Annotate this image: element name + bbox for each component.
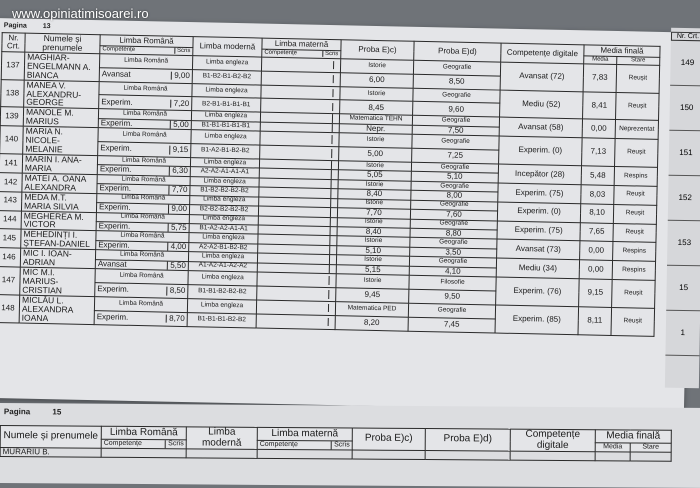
lm-levels: B1-B1-B2-B2-B2: [188, 285, 257, 300]
header-mat-scris: Scris: [322, 51, 338, 58]
pc-subject: Istorie: [337, 217, 410, 228]
lm-subject: Limba engleza: [190, 195, 259, 206]
pc-grade: 5,10: [337, 245, 410, 256]
pd-grade: 7,25: [412, 148, 499, 164]
mat-cell: [256, 314, 335, 330]
side-row-number: 150: [669, 86, 700, 132]
digital-competence: Experim. (75): [498, 183, 581, 204]
student-name: MEDA M.T. MARIA SILVIA: [21, 192, 96, 212]
p2-header-cd: Competențe digitale: [510, 429, 595, 452]
pd-subject: Geografie: [412, 116, 499, 127]
pd-grade: 9,60: [413, 102, 500, 118]
lr-written: 5,00: [170, 120, 189, 129]
lr-competence: Avansat: [97, 258, 127, 269]
pc-grade: 8,40: [338, 189, 411, 200]
pd-subject: Geografie: [411, 200, 498, 211]
lr-written: 7,70: [169, 186, 188, 195]
student-name: MANOLE M. MARIUS: [23, 107, 98, 127]
pc-grade: 7,70: [337, 208, 410, 219]
lr-written: 4,00: [168, 242, 187, 251]
pc-subject: Istorie: [340, 59, 413, 74]
pd-grade: 8,50: [413, 74, 500, 90]
lm-levels: B1-B2-B1-B2-B2: [192, 69, 261, 84]
row-number: 148: [0, 294, 20, 322]
lr-competence: Experim.: [99, 183, 132, 194]
lr-written: 9,00: [171, 72, 190, 81]
pc-grade: 5,15: [336, 264, 409, 275]
lm-levels: B1-B2-B2-B2-B2: [190, 186, 259, 197]
lr-subject: Limba Română: [97, 193, 190, 204]
side-row-number: 153: [667, 221, 700, 267]
pd-grade: 7,45: [408, 317, 495, 333]
row-number: 147: [0, 267, 20, 295]
final-average: 0,00: [582, 119, 615, 139]
p2-header-pc: Proba E)c): [352, 428, 425, 451]
lm-subject: Limba engleza: [189, 233, 258, 244]
lr-competence: Experim.: [96, 312, 129, 322]
pc-grade: 5,05: [338, 170, 411, 181]
pd-grade: 7,60: [410, 209, 497, 220]
lm-subject: Limba engleza: [190, 176, 259, 187]
status: Respins: [613, 242, 656, 262]
page2-number: 15: [52, 407, 62, 417]
lr-subject: Limba Română: [97, 156, 190, 167]
lm-subject: Limba engleza: [192, 55, 261, 70]
pc-subject: Istorie: [336, 255, 409, 266]
p2-header-mf: Media finală: [595, 430, 671, 443]
pd-grade: 8,00: [411, 190, 498, 201]
lm-levels: B1-B1-B1-B1-B1: [191, 120, 260, 131]
p2-header-pd: Proba E)d): [425, 429, 510, 452]
results-sheet-page-15: [0, 403, 700, 488]
final-average: 5,48: [581, 166, 614, 186]
digital-competence: Experim. (76): [496, 277, 580, 306]
row-number: 137: [1, 51, 25, 79]
final-average: 7,83: [583, 64, 617, 92]
side-row-numbers: [665, 41, 700, 357]
pc-subject: Istorie: [338, 180, 411, 191]
pd-grade: 7,50: [412, 125, 499, 136]
lr-competence: Avansat: [101, 69, 131, 79]
lr-competence: Experim.: [98, 202, 131, 212]
row-number: 144: [0, 210, 21, 229]
results-table: [0, 32, 661, 336]
header-mf: Media finală: [584, 45, 660, 57]
status: Reușit: [616, 92, 660, 121]
lr-grades: [94, 310, 187, 326]
digital-competence: Experim. (0): [499, 136, 583, 165]
digital-competence: Avansat (72): [500, 62, 584, 91]
pd-subject: Geografie: [410, 219, 497, 230]
lr-written: 9,00: [168, 205, 187, 214]
header-lr-comp: Competențe: [102, 46, 136, 53]
lm-levels: B2-B2-B2-B2-B2: [189, 205, 258, 216]
student-name: MANEA V. ALEXANDRU-GEORGE: [24, 80, 100, 109]
p2-header-lr-comp: Competențe: [103, 439, 142, 448]
lm-levels: A2-A2-A1-A1-A1: [190, 167, 259, 178]
lr-subject: Limba Română: [95, 269, 188, 285]
side-nr-header: Nr. Crt.: [671, 32, 700, 42]
final-average: 8,41: [583, 91, 617, 119]
lr-competence: Experim.: [99, 164, 132, 175]
p2-header-mat-scris: Scris: [331, 442, 350, 449]
row-number: 139: [0, 107, 23, 126]
lr-subject: Limba Română: [98, 109, 191, 120]
pd-subject: Geografie: [413, 88, 500, 104]
lm-levels: B1-B1-B1-B2-B2: [187, 312, 256, 327]
row-number: 143: [0, 191, 22, 210]
student-name: MEHEDINȚI I. ȘTEFAN-DANIEL: [21, 229, 96, 249]
lm-subject: Limba engleza: [190, 158, 259, 169]
student-name: MIC I. IOAN-ADRIAN: [20, 248, 95, 268]
pc-subject: Istorie: [336, 274, 409, 289]
p2-header-lm: Limba modernă: [186, 427, 257, 449]
p2-header-stare: Stare: [630, 443, 671, 453]
pd-subject: Geografie: [411, 162, 498, 173]
digital-competence: Experim. (75): [497, 221, 580, 242]
lr-written: 7,20: [171, 99, 190, 108]
pc-grade: Nepr.: [339, 124, 412, 135]
lm-levels: B1-A2-A2-A1-A1: [189, 224, 258, 235]
lr-competence: Experim.: [97, 284, 129, 295]
page-label: [4, 22, 51, 30]
pc-subject: Istorie: [340, 86, 413, 101]
header-mat: Limba maternă: [262, 38, 341, 50]
status: Respins: [614, 166, 657, 186]
lm-subject: Limba engleza: [187, 298, 256, 313]
p2-header-name: Numele și prenumele: [0, 426, 101, 449]
row-number: 140: [0, 126, 23, 154]
final-average: 7,65: [580, 222, 613, 242]
lr-subject: Limba Română: [99, 81, 192, 97]
pc-grade: 8,20: [335, 315, 408, 330]
student-name: MIC M.I. MARIUS-CRISTIAN: [20, 267, 96, 296]
lr-subject: Limba Română: [94, 296, 187, 312]
header-mat-comp: Competențe: [264, 49, 298, 57]
lm-subject: Limba engleza: [191, 111, 260, 122]
results-body: [0, 51, 660, 335]
final-average: 8,11: [578, 307, 612, 335]
pd-subject: Filosofie: [409, 275, 496, 291]
student-name: MEGHEREA M. VICTOR: [21, 211, 96, 231]
lr-written: 6,30: [169, 167, 188, 176]
pc-grade: 5,00: [339, 147, 412, 162]
row-number: 141: [0, 154, 23, 173]
digital-competence: Experim. (0): [497, 202, 580, 223]
header-media: Media: [584, 55, 617, 64]
status: Respins: [612, 261, 655, 281]
pc-grade: 6,00: [340, 72, 413, 87]
student-name: MARIN I. ANA-MARIA: [22, 154, 97, 174]
final-average: 8,10: [580, 203, 613, 223]
digital-competence: Experim. (85): [495, 305, 579, 334]
watermark: www.opiniatimisoarei.ro: [12, 6, 149, 21]
lr-competence: Experim.: [100, 118, 133, 128]
pd-subject: Geografie: [409, 256, 496, 267]
side-row-number: 152: [668, 176, 700, 222]
status: Reușit: [613, 204, 656, 224]
pd-subject: Geografie: [410, 238, 497, 249]
pd-subject: Geografie: [413, 60, 500, 76]
lr-competence: Experim.: [100, 143, 132, 154]
lr-subject: Limba Română: [96, 212, 189, 223]
pc-subject: Matematica TEHN: [339, 114, 412, 125]
status: Neprezentat: [615, 120, 658, 140]
pd-subject: Geografie: [411, 181, 498, 192]
student-name: MARIA N. NICOLE-MELANIE: [23, 126, 99, 155]
side-row-number: 15: [666, 266, 700, 312]
header-lr-scris: Scris: [174, 48, 190, 55]
header-lr: Limba Română: [100, 35, 193, 48]
digital-competence: Mediu (34): [496, 258, 579, 279]
lr-written: 8,50: [167, 287, 186, 296]
status: Reușit: [616, 64, 660, 93]
lr-subject: Limba Română: [97, 174, 190, 185]
pc-subject: Istorie: [337, 236, 410, 247]
row-number: 146: [0, 248, 21, 267]
header-name: Numele și prenumele: [25, 33, 100, 53]
lr-written: 8,70: [166, 315, 185, 324]
adjacent-sheet: [665, 28, 700, 389]
pd-grade: 8,80: [410, 228, 497, 239]
lm-subject: Limba engleza: [188, 271, 257, 286]
lm-levels: B1-A2-B1-B2-B2: [191, 144, 260, 159]
side-row-number: 149: [670, 41, 700, 87]
lr-subject: Limba Română: [99, 54, 192, 70]
final-average: 7,13: [582, 138, 616, 166]
lr-subject: Limba Română: [95, 250, 188, 261]
p2-header-lr-sub: [101, 439, 186, 449]
results-table-2: [0, 425, 672, 462]
status: Reușit: [613, 223, 656, 243]
pc-subject: Matematica PED: [335, 301, 408, 316]
lr-written: 5,50: [167, 261, 186, 270]
row-number: 142: [0, 172, 22, 191]
final-average: 8,03: [581, 185, 614, 205]
status: Reușit: [611, 307, 655, 336]
header-cd: Competențe digitale: [501, 43, 584, 64]
row-number: 138: [1, 79, 25, 107]
final-average: 0,00: [580, 241, 613, 261]
lr-competence: Experim.: [98, 239, 130, 250]
lm-subject: Limba engleza: [192, 83, 261, 98]
p2-header-mat: Limba maternă: [257, 427, 352, 440]
lm-levels: A2-A2-B1-B2-B2: [189, 242, 258, 253]
results-sheet-page-13: [0, 18, 692, 412]
pd-grade: 5,10: [411, 172, 498, 183]
pd-subject: Geografie: [412, 134, 499, 150]
lm-subject: Limba engleza: [191, 130, 260, 145]
page2-label-text: Pagina: [3, 407, 31, 417]
side-row-number: 151: [669, 131, 700, 177]
lr-written: 9,15: [170, 146, 189, 155]
pc-grade: 9,45: [336, 288, 409, 303]
p2-header-lr: Limba Română: [101, 426, 186, 439]
student-name: MICLĂU L. ALEXANDRA IOANA: [19, 295, 95, 324]
p2-header-media: Media: [595, 442, 630, 452]
lm-subject: Limba engleza: [188, 252, 257, 263]
pc-subject: Istorie: [339, 133, 412, 148]
pc-subject: Istorie: [338, 161, 411, 172]
page2-label: [4, 407, 61, 416]
row-number: 145: [0, 229, 21, 248]
header-pd: Proba E)d): [414, 41, 501, 62]
page-number: 13: [42, 22, 51, 31]
lr-subject: Limba Română: [98, 128, 191, 144]
pd-grade: 9,50: [409, 289, 496, 305]
digital-competence: Incepător (28): [498, 164, 581, 185]
status: Reușit: [615, 139, 659, 168]
header-stare: Stare: [617, 56, 660, 65]
lr-written: 5,75: [168, 224, 187, 233]
p2-header-lr-scris: Scris: [165, 440, 184, 447]
lr-subject: Limba Română: [96, 231, 189, 242]
header-pc: Proba E)c): [341, 40, 414, 60]
header-lm: Limba modernă: [193, 37, 262, 57]
student-name: MAGHIAR-ENGELMANN A. BIANCA: [24, 52, 100, 81]
lr-competence: Experim.: [101, 96, 133, 107]
p2-header-mat-comp: Competențe: [259, 441, 298, 449]
digital-competence: Avansat (73): [497, 239, 580, 260]
header-nr: Nr. Crt.: [2, 33, 25, 52]
pd-grade: 3,50: [410, 247, 497, 258]
status: Reușit: [614, 185, 657, 205]
pc-subject: Istorie: [338, 198, 411, 209]
p2-first-row-name: MURARIU B.: [0, 448, 101, 458]
side-row-number: 1: [665, 311, 700, 357]
lm-levels: A1-A2-A1-A2-A2: [188, 261, 257, 272]
lm-subject: Limba engleza: [189, 214, 258, 225]
pc-grade: 8,45: [340, 100, 413, 115]
student-name: MATEI A. OANA ALEXANDRA: [22, 173, 97, 193]
pd-subject: Geografie: [408, 303, 495, 319]
final-average: 9,15: [579, 279, 613, 307]
status: Reușit: [612, 280, 656, 309]
lm-levels: B2-B1-B1-B1-B1: [192, 97, 261, 112]
final-average: 0,00: [579, 260, 612, 280]
pc-grade: 8,40: [337, 227, 410, 238]
digital-competence: Mediu (52): [500, 90, 584, 119]
page-label-text: Pagina: [3, 22, 27, 30]
pd-grade: 4,10: [409, 266, 496, 277]
lr-competence: Experim.: [98, 221, 131, 231]
digital-competence: Avansat (58): [499, 117, 582, 138]
